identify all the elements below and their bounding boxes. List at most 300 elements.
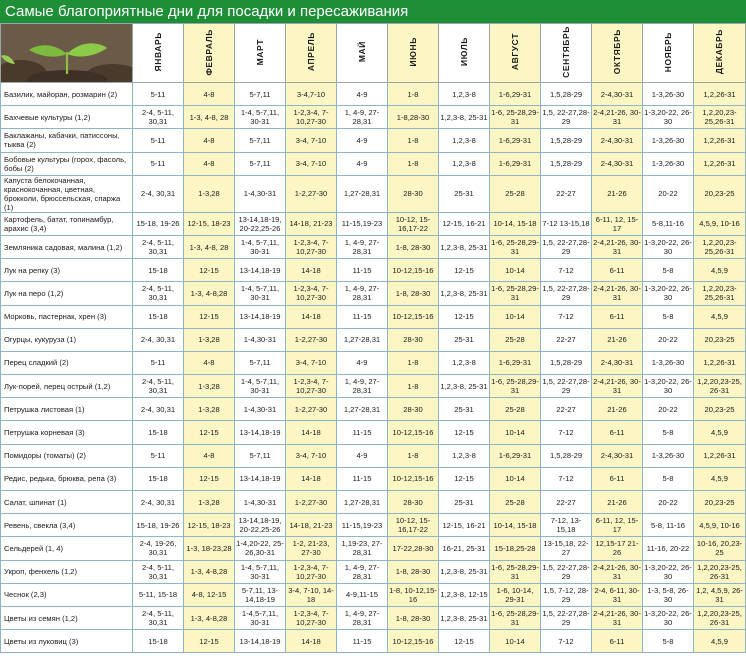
day-range-cell: 2-4, 30,31 [133,328,184,351]
month-label: НОЯБРЬ [662,31,673,73]
day-range-cell: 1, 4-9, 27-28,31 [337,606,388,629]
day-range-cell: 1,2,20,23-25,26-31 [694,282,746,305]
day-range-cell: 1-4,30-31 [235,328,286,351]
table-row [1,305,746,328]
day-range-cell: 4-9 [337,83,388,106]
day-range-cell: 7-12, 13-15,18 [541,514,592,537]
day-range-cell: 5-11 [133,351,184,374]
day-range-cell: 7-12 [541,305,592,328]
day-range-cell: 1-2,27-30 [286,328,337,351]
day-range-cell: 5-11 [133,83,184,106]
day-range-cell: 1,2,3-8, 12-15 [439,583,490,606]
day-range-cell: 1-2,27-30 [286,175,337,212]
day-range-cell: 11-15 [337,421,388,444]
day-range-cell: 4-8 [184,444,235,467]
day-range-cell: 4-9 [337,152,388,175]
day-range-cell: 12,15-17 21-26 [592,537,643,560]
day-range-cell: 2-4, 5-11, 30,31 [133,375,184,398]
day-range-cell: 1-6,29-31 [490,152,541,175]
day-range-cell: 15-18 [133,421,184,444]
day-range-cell: 10-12, 15-16,17-22 [388,514,439,537]
day-range-cell: 2-4,21-26, 30-31 [592,282,643,305]
day-range-cell: 1,2,20,23-25, 26-31 [694,606,746,629]
month-header [184,24,235,83]
day-range-cell: 12-15 [184,630,235,653]
day-range-cell: 20-22 [643,398,694,421]
day-range-cell: 1,2,26-31 [694,152,746,175]
day-range-cell: 10-14 [490,305,541,328]
day-range-cell: 1-2,3-4, 7-10,27-30 [286,560,337,583]
day-range-cell: 1-2,3-4, 7-10,27-30 [286,106,337,129]
table-row [1,282,746,305]
crop-name: Чеснок (2,3) [1,583,133,606]
day-range-cell: 1-6, 25-28,29-31 [490,375,541,398]
day-range-cell: 6-11 [592,630,643,653]
day-range-cell: 16-21, 25-31 [439,537,490,560]
day-range-cell: 4-9 [337,351,388,374]
day-range-cell: 20,23-25 [694,175,746,212]
day-range-cell: 20,23-25 [694,398,746,421]
day-range-cell: 1,2,3-8, 25-31 [439,375,490,398]
day-range-cell: 5-8,11-16 [643,212,694,235]
day-range-cell: 1-3, 4-8,28 [184,606,235,629]
day-range-cell: 1-8, 28-30 [388,235,439,258]
day-range-cell: 15-18 [133,630,184,653]
day-range-cell: 10-14, 15-18 [490,212,541,235]
day-range-cell: 14-18, 21-23 [286,514,337,537]
day-range-cell: 11-15 [337,305,388,328]
day-range-cell: 1,2,26-31 [694,351,746,374]
day-range-cell: 12-15, 16-21 [439,514,490,537]
crop-name: Морковь, пастернак, хрен (3) [1,305,133,328]
day-range-cell: 1-2,3-4, 7-10,27-30 [286,375,337,398]
day-range-cell: 1-8 [388,83,439,106]
day-range-cell: 4,5,9 [694,467,746,490]
day-range-cell: 3-4, 7-10 [286,444,337,467]
day-range-cell: 1-3,26-30 [643,83,694,106]
month-label: МАЙ [356,41,367,63]
day-range-cell: 2-4,21-26, 30-31 [592,560,643,583]
day-range-cell: 12-15 [439,421,490,444]
day-range-cell: 1,5,28-29 [541,152,592,175]
crop-name: Картофель, батат, топинамбур, арахис (3,4) [1,212,133,235]
day-range-cell: 2-4, 5-11, 30,31 [133,235,184,258]
day-range-cell: 1-4,5-7,11, 30-31 [235,606,286,629]
day-range-cell: 2-4, 30,31 [133,175,184,212]
day-range-cell: 4,5,9, 10-16 [694,212,746,235]
day-range-cell: 5-8 [643,630,694,653]
day-range-cell: 6-11, 12, 15-17 [592,212,643,235]
day-range-cell: 1-2,3-4, 7-10,27-30 [286,235,337,258]
day-range-cell: 1-8 [388,351,439,374]
day-range-cell: 1-2, 21-23, 27-30 [286,537,337,560]
day-range-cell: 14-18 [286,259,337,282]
day-range-cell: 5-11, 15-18 [133,583,184,606]
crop-name: Лук-порей, перец острый (1,2) [1,375,133,398]
day-range-cell: 1, 4-9, 27-28,31 [337,235,388,258]
day-range-cell: 1, 4-9, 27-28,31 [337,560,388,583]
day-range-cell: 15-18 [133,305,184,328]
day-range-cell: 21-26 [592,398,643,421]
day-range-cell: 2-4,30-31 [592,351,643,374]
day-range-cell: 4-8 [184,152,235,175]
day-range-cell: 1-3,20-22, 26-30 [643,282,694,305]
crop-name: Петрушка корневая (3) [1,421,133,444]
day-range-cell: 1,27-28,31 [337,328,388,351]
month-header [643,24,694,83]
day-range-cell: 5-7,11 [235,444,286,467]
month-label: ИЮНЬ [407,37,418,67]
table-row [1,83,746,106]
day-range-cell: 5-8 [643,467,694,490]
day-range-cell: 12-15 [184,467,235,490]
month-label: СЕНТЯБРЬ [560,26,571,78]
day-range-cell: 3-4, 7-10 [286,152,337,175]
table-row [1,351,746,374]
table-row [1,421,746,444]
crop-name: Бобовые культуры (горох, фасоль, бобы (2) [1,152,133,175]
day-range-cell: 5-11 [133,152,184,175]
day-range-cell: 7-12 [541,467,592,490]
day-range-cell: 11-15 [337,259,388,282]
day-range-cell: 2-4,21-26, 30-31 [592,375,643,398]
day-range-cell: 10-12,15-16 [388,630,439,653]
day-range-cell: 1,2,3-8, 25-31 [439,106,490,129]
table-row [1,235,746,258]
crop-name: Укроп, фенхель (1,2) [1,560,133,583]
day-range-cell: 10-12,15-16 [388,305,439,328]
day-range-cell: 1-3, 4-8,28 [184,282,235,305]
month-label: ДЕКАБРЬ [714,29,724,75]
day-range-cell: 1-3,20-22, 26-30 [643,560,694,583]
day-range-cell: 1-4,30-31 [235,491,286,514]
day-range-cell: 5-7,11, 13-14,18-19 [235,583,286,606]
table-row [1,129,746,152]
crop-name: Земляника садовая, малина (1,2) [1,235,133,258]
day-range-cell: 12-15, 18-23 [184,212,235,235]
day-range-cell: 1-3, 18-23,28 [184,537,235,560]
day-range-cell: 28-30 [388,398,439,421]
day-range-cell: 1-8, 28-30 [388,560,439,583]
day-range-cell: 21-26 [592,491,643,514]
day-range-cell: 1,5,28-29 [541,351,592,374]
day-range-cell: 20-22 [643,491,694,514]
table-row [1,560,746,583]
day-range-cell: 15-18,25-28 [490,537,541,560]
day-range-cell: 11-15,19-23 [337,514,388,537]
day-range-cell: 25-31 [439,175,490,212]
day-range-cell: 25-31 [439,398,490,421]
day-range-cell: 5-8 [643,305,694,328]
day-range-cell: 1, 4-9, 27-28,31 [337,282,388,305]
day-range-cell: 14-18 [286,630,337,653]
crop-name: Цветы из луковиц (3) [1,630,133,653]
day-range-cell: 1-8,28-30 [388,106,439,129]
day-range-cell: 2-4,30-31 [592,152,643,175]
day-range-cell: 4-9,11-15 [337,583,388,606]
day-range-cell: 6-11 [592,305,643,328]
day-range-cell: 1,5, 22-27,28-29 [541,235,592,258]
table-row [1,537,746,560]
month-label: ФЕВРАЛЬ [203,28,214,76]
day-range-cell: 1,2,3-8 [439,351,490,374]
day-range-cell: 1-4, 5-7,11, 30-31 [235,106,286,129]
day-range-cell: 4-8, 12-15 [184,583,235,606]
day-range-cell: 1,27-28,31 [337,398,388,421]
day-range-cell: 1-8, 28-30 [388,606,439,629]
day-range-cell: 1-6, 25-28,29-31 [490,106,541,129]
table-row [1,444,746,467]
day-range-cell: 21-26 [592,175,643,212]
table-row [1,259,746,282]
day-range-cell: 1-4,20-22, 25-26,30-31 [235,537,286,560]
day-range-cell: 5-8 [643,259,694,282]
day-range-cell: 1-4, 5-7,11, 30-31 [235,282,286,305]
day-range-cell: 20,23-25 [694,328,746,351]
day-range-cell: 12-15, 16-21 [439,212,490,235]
month-header [337,24,388,83]
day-range-cell: 1-3,20-22, 26-30 [643,375,694,398]
day-range-cell: 1,2,3-8, 25-31 [439,606,490,629]
day-range-cell: 13-14,18-19 [235,421,286,444]
day-range-cell: 7-12 [541,630,592,653]
day-range-cell: 2-4, 5-11, 30,31 [133,606,184,629]
day-range-cell: 25-28 [490,175,541,212]
day-range-cell: 1,2,26-31 [694,129,746,152]
day-range-cell: 1-6,29-31 [490,83,541,106]
day-range-cell: 1,5,28-29 [541,444,592,467]
day-range-cell: 1,5,28-29 [541,83,592,106]
day-range-cell: 20-22 [643,175,694,212]
day-range-cell: 5-11 [133,444,184,467]
crop-name: Сельдерей (1, 4) [1,537,133,560]
day-range-cell: 1-3,26-30 [643,444,694,467]
day-range-cell: 1-3,20-22, 26-30 [643,606,694,629]
day-range-cell: 28-30 [388,491,439,514]
day-range-cell: 1-4, 5-7,11, 30-31 [235,235,286,258]
day-range-cell: 5-8 [643,421,694,444]
day-range-cell: 25-28 [490,398,541,421]
day-range-cell: 13-14,18-19, 20-22,25-26 [235,514,286,537]
day-range-cell: 1-2,27-30 [286,491,337,514]
day-range-cell: 1,2,3-8 [439,444,490,467]
day-range-cell: 17-22,28-30 [388,537,439,560]
day-range-cell: 1-3,28 [184,491,235,514]
day-range-cell: 2-4,21-26, 30-31 [592,106,643,129]
day-range-cell: 14-18, 21-23 [286,212,337,235]
crop-name: Баклажаны, кабачки, патиссоны, тыква (2) [1,129,133,152]
day-range-cell: 12-15 [439,467,490,490]
day-range-cell: 12-15, 18-23 [184,514,235,537]
day-range-cell: 1,27-28,31 [337,491,388,514]
day-range-cell: 1-8 [388,129,439,152]
day-range-cell: 1, 4-9, 27-28,31 [337,375,388,398]
month-label: МАРТ [254,38,265,66]
day-range-cell: 1-8 [388,152,439,175]
crop-name: Лук на репку (3) [1,259,133,282]
day-range-cell: 1-3,26-30 [643,152,694,175]
day-range-cell: 2-4,30-31 [592,129,643,152]
crop-name: Базилик, майоран, розмарин (2) [1,83,133,106]
day-range-cell: 1,5, 22-27,28-29 [541,560,592,583]
day-range-cell: 13-15,18, 22-27 [541,537,592,560]
table-row [1,175,746,212]
day-range-cell: 7-12 [541,259,592,282]
day-range-cell: 1-3, 4-8, 28 [184,106,235,129]
day-range-cell: 11-15 [337,630,388,653]
month-label: ИЮЛЬ [458,37,469,67]
seedling-icon [1,24,133,82]
day-range-cell: 4,5,9 [694,630,746,653]
day-range-cell: 21-26 [592,328,643,351]
day-range-cell: 12-15 [439,305,490,328]
day-range-cell: 1,27-28,31 [337,175,388,212]
day-range-cell: 1-6, 25-28,29-31 [490,606,541,629]
day-range-cell: 2-4, 19-26, 30,31 [133,537,184,560]
day-range-cell: 1,5,28-29 [541,129,592,152]
day-range-cell: 1-3,20-22, 26-30 [643,235,694,258]
table-row [1,491,746,514]
day-range-cell: 1,5, 22-27,28-29 [541,106,592,129]
day-range-cell: 10-14 [490,630,541,653]
month-header [592,24,643,83]
day-range-cell: 4-8 [184,129,235,152]
day-range-cell: 4,5,9 [694,305,746,328]
day-range-cell: 1,2, 4,5,9, 26-31 [694,583,746,606]
day-range-cell: 2-4, 30,31 [133,491,184,514]
month-header [388,24,439,83]
day-range-cell: 22-27 [541,398,592,421]
day-range-cell: 13-14,18-19 [235,630,286,653]
day-range-cell: 15-18, 19-26 [133,212,184,235]
day-range-cell: 10-14 [490,259,541,282]
table-row [1,398,746,421]
day-range-cell: 13-14,18-19 [235,467,286,490]
day-range-cell: 15-18, 19-26 [133,514,184,537]
day-range-cell: 12-15 [184,305,235,328]
day-range-cell: 1-2,27-30 [286,398,337,421]
day-range-cell: 6-11 [592,421,643,444]
day-range-cell: 1-2,3-4, 7-10,27-30 [286,282,337,305]
crop-name: Ревень, свекла (3,4) [1,514,133,537]
day-range-cell: 1-3,26-30 [643,351,694,374]
day-range-cell: 12-15 [184,259,235,282]
day-range-cell: 5-7,11 [235,129,286,152]
day-range-cell: 1-8, 28-30 [388,282,439,305]
day-range-cell: 10-12,15-16 [388,421,439,444]
day-range-cell: 1, 4-9, 27-28,31 [337,106,388,129]
day-range-cell: 1-6,29-31 [490,444,541,467]
day-range-cell: 2-4,30-31 [592,83,643,106]
day-range-cell: 1,5, 7-12, 28-29 [541,583,592,606]
month-label: ОКТЯБРЬ [611,29,622,75]
day-range-cell: 22-27 [541,328,592,351]
month-header [286,24,337,83]
day-range-cell: 10-12,15-16 [388,259,439,282]
day-range-cell: 20-22 [643,328,694,351]
day-range-cell: 1-3,28 [184,328,235,351]
day-range-cell: 5-8, 11-16 [643,514,694,537]
header-row [1,24,746,83]
crop-name: Капуста белокочанная, краснокочанная, цветная, брокколи, брюссельская, спаржа (1) [1,175,133,212]
day-range-cell: 1,2,3-8, 25-31 [439,560,490,583]
day-range-cell: 2-4, 30,31 [133,398,184,421]
month-header [541,24,592,83]
day-range-cell: 5-7,11 [235,152,286,175]
day-range-cell: 1-8 [388,444,439,467]
month-label: ЯНВАРЬ [152,32,163,72]
seedling-photo [1,24,133,83]
table-body [1,83,746,653]
day-range-cell: 1-3,28 [184,398,235,421]
day-range-cell: 7-12 [541,421,592,444]
day-range-cell: 15-18 [133,259,184,282]
month-header [133,24,184,83]
day-range-cell: 1,2,26-31 [694,83,746,106]
month-header [235,24,286,83]
day-range-cell: 2-4,21-26, 30-31 [592,606,643,629]
planting-calendar-table [0,23,746,653]
day-range-cell: 10-14 [490,467,541,490]
day-range-cell: 10-12,15-16 [388,467,439,490]
day-range-cell: 25-28 [490,491,541,514]
table-row [1,606,746,629]
crop-name: Цветы из семян (1,2) [1,606,133,629]
day-range-cell: 1-3, 4-8, 28 [184,235,235,258]
day-range-cell: 6-11 [592,467,643,490]
day-range-cell: 1,2,3-8, 25-31 [439,235,490,258]
table-row [1,152,746,175]
table-row [1,328,746,351]
day-range-cell: 4,5,9 [694,421,746,444]
day-range-cell: 1-6,29-31 [490,129,541,152]
day-range-cell: 1,2,26-31 [694,444,746,467]
crop-name: Помидоры (томаты) (2) [1,444,133,467]
day-range-cell: 1-6, 25-28,29-31 [490,282,541,305]
day-range-cell: 4-8 [184,351,235,374]
day-range-cell: 14-18 [286,305,337,328]
day-range-cell: 25-31 [439,491,490,514]
day-range-cell: 1,2,3-8 [439,152,490,175]
day-range-cell: 1-3, 5-8, 26-30 [643,583,694,606]
month-header [490,24,541,83]
day-range-cell: 13-14,18-19 [235,305,286,328]
day-range-cell: 2-4,30-31 [592,444,643,467]
table-row [1,106,746,129]
table-row [1,467,746,490]
day-range-cell: 1,5, 22-27,28-29 [541,606,592,629]
month-label: АПРЕЛЬ [305,32,316,72]
day-range-cell: 1-8, 10-12,15-16 [388,583,439,606]
table-row [1,375,746,398]
day-range-cell: 1-4, 5-7,11, 30-31 [235,375,286,398]
day-range-cell: 1-4, 5-7,11, 30-31 [235,560,286,583]
day-range-cell: 1,2,3-8, 25-31 [439,282,490,305]
day-range-cell: 1-3,28 [184,375,235,398]
day-range-cell: 1-6, 25-28,29-31 [490,560,541,583]
crop-name: Петрушка листовая (1) [1,398,133,421]
day-range-cell: 7-12 13-15,18 [541,212,592,235]
crop-name: Огурцы, кукуруза (1) [1,328,133,351]
day-range-cell: 1-3,28 [184,175,235,212]
table-row [1,583,746,606]
day-range-cell: 1,2,20,23-25, 26-31 [694,375,746,398]
day-range-cell: 14-18 [286,421,337,444]
table-row [1,514,746,537]
day-range-cell: 28-30 [388,328,439,351]
day-range-cell: 1,5, 22-27,28-29 [541,375,592,398]
day-range-cell: 1,2,20,23-25,26-31 [694,106,746,129]
